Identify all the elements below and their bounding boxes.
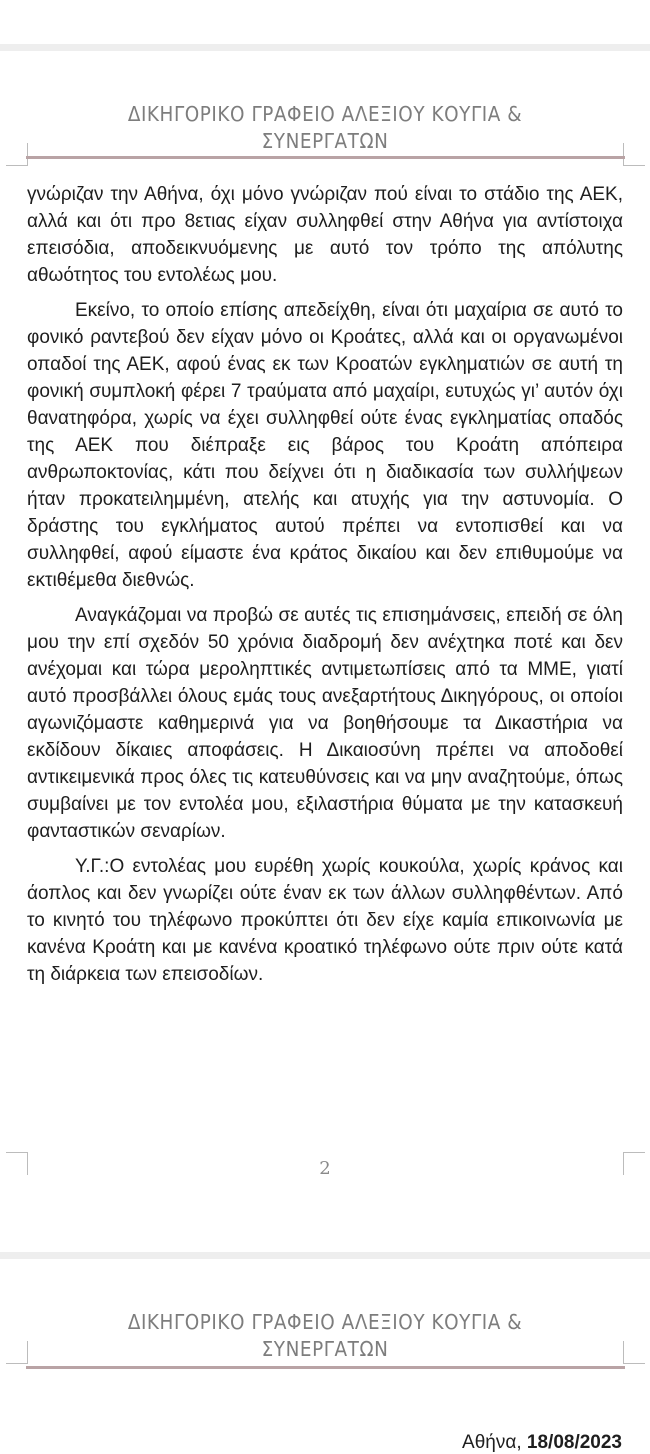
date-value: 18/08/2023 [526,1432,622,1453]
margin-corner-mark [6,143,28,166]
header-line-2: ΣΥΝΕΡΓΑΤΩΝ [261,129,389,153]
header-line-1: ΔΙΚΗΓΟΡΙΚΟ ΓΡΑΦΕΙΟ ΑΛΕΞΙΟΥ ΚΟΥΓΙΑ & [127,102,523,126]
page-separator [0,1252,650,1259]
document-date [462,1432,622,1454]
paragraph: Υ.Γ.:Ο εντολέας μου ευρέθη χωρίς κουκούλα, χωρίς κράνος και άοπλος και δεν γνωρίζει ούτε έναν εκ των άλλων συλληφθέντων. Από το κινητό του τηλέφωνο προκύπτει ότι δεν είχε καμία επικοινωνία με κανένα Κροάτη και με κανένα κροατικό τηλέφωνο ούτε πριν ούτε κατά τη διάρκεια των επεισοδίων. [27,856,623,985]
page-number: 2 [319,1158,331,1179]
header-line-2: ΣΥΝΕΡΓΑΤΩΝ [261,1337,389,1361]
paragraph: Αναγκάζομαι να προβώ σε αυτές τις επισημάνσεις, επειδή σε όλη μου την επί σχεδόν 50 χρόνια διαδρομή δεν ανέχτηκα ποτέ και δεν ανέχομαι και τώρα μεροληπτικές αντιμετωπίσεις από τα ΜΜΕ, γιατί αυτό προσβάλλει όλους εμάς τους ανεξαρτήτους Δικηγόρους, οι οποίοι αγωνιζόμαστε καθημερινά για να βοηθήσουμε τα Δικαστήρια να εκδίδουν δίκαιες αποφάσεις. Η Δικαιοσύνη πρέπει να αποδοθεί αντικειμενικά προς όλες τις κατευθύνσεις και να μην αναζητούμε, όπως συμβαίνει με τον εντολέα μου, εξιλαστήρια θύματα με την κατασκευή φανταστικών σεναρίων. [27,605,623,842]
page-header [26,1309,624,1363]
paragraph: γνώριζαν την Αθήνα, όχι μόνο γνώριζαν πού είναι το στάδιο της ΑΕΚ, αλλά και ότι προ 8ετιας είχαν συλληφθεί στην Αθήνα για αντίστοιχα επεισόδια, αποδεικνυόμενης με αυτό τον τρόπο της απόλυτης αθωότητος του εντολέως μου. [27,184,623,286]
paragraph: Εκείνο, το οποίο επίσης απεδείχθη, είναι ότι μαχαίρια σε αυτό το φονικό ραντεβού δεν είχαν μόνο οι Κροάτες, αλλά και οι οργανωμένοι οπαδοί της ΑΕΚ, αφού ένας εκ των Κροατών εγκληματιών σε αυτή τη φονική συμπλοκή φέρει 7 τραύματα από μαχαίρι, ευτυχώς γι’ αυτόν όχι θανατηφόρα, χωρίς να έχει συλληφθεί ούτε ένας εγκληματίας οπαδός της ΑΕΚ που διέπραξε εις βάρος του Κροάτη απόπειρα ανθρωποκτονίας, κάτι που δείχνει ότι η διαδικασία των συλλήψεων ήταν προκατειλημμένη, ατελής και ατυχής για την αστυνομία. Ο δράστης του εγκλήματος αυτού πρέπει να εντοπισθεί και να συλληφθεί, αφού είμαστε ένα κράτος δικαίου και δεν επιθυμούμε να εκτιθέμεθα διεθνώς. [27,300,623,591]
margin-corner-mark [623,143,645,166]
header-line-1: ΔΙΚΗΓΟΡΙΚΟ ΓΡΑΦΕΙΟ ΑΛΕΞΙΟΥ ΚΟΥΓΙΑ & [127,1310,523,1334]
date-label: Αθήνα, [462,1432,522,1453]
page-header [26,101,624,155]
header-rule [26,156,625,159]
header-rule [26,1366,625,1369]
page-separator [0,44,650,51]
margin-corner-mark [623,1341,645,1364]
document-body [27,181,623,996]
margin-corner-mark [6,1341,28,1364]
